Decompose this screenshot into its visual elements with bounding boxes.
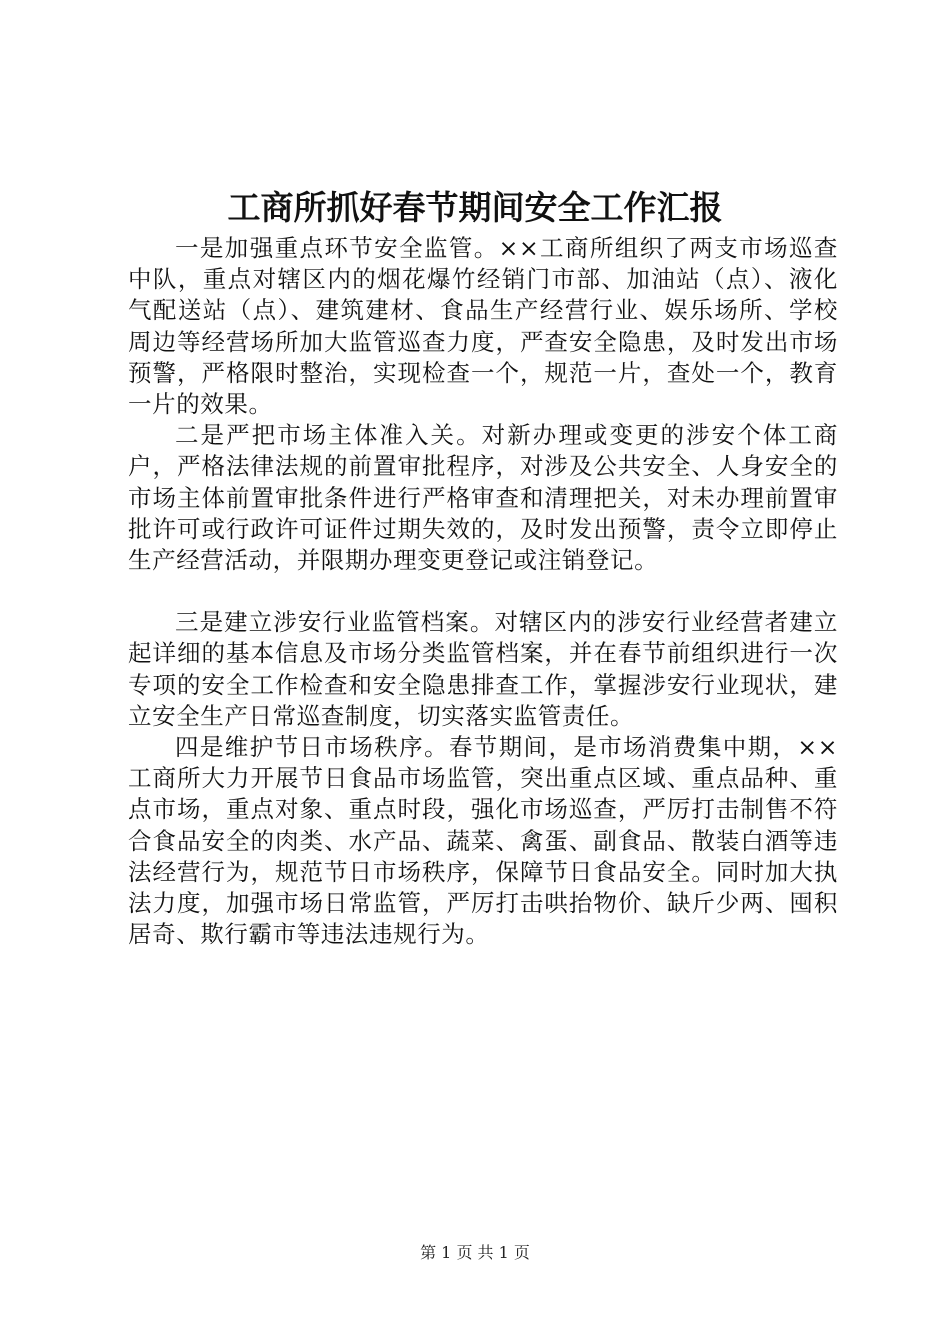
paragraph-4: 四是维护节日市场秩序。春节期间，是市场消费集中期，××工商所大力开展节日食品市场监管，突出重点区域、重点品种、重点市场，重点对象、重点时段，强化市场巡查，严厉打击制售不符合食品安全的肉类、水产品、蔬菜、禽蛋、副食品、散装白酒等违法经营行为，规范节日市场秩序，保障节日食品安全。同时加大执法力度，加强市场日常监管，严厉打击哄抬物价、缺斤少两、囤积居奇、欺行霸市等违法违规行为。 xyxy=(128,733,838,949)
paragraph-1: 一是加强重点环节安全监管。××工商所组织了两支市场巡查中队，重点对辖区内的烟花爆竹经销门市部、加油站（点）、液化气配送站（点）、建筑建材、食品生产经营行业、娱乐场所、学校周边等经营场所加大监管巡查力度，严查安全隐患，及时发出市场预警，严格限时整治，实现检查一个，规范一片，查处一个，教育一片的效果。 xyxy=(128,234,838,419)
paragraph-2: 二是严把市场主体准入关。对新办理或变更的涉安个体工商户，严格法律法规的前置审批程序，对涉及公共安全、人身安全的市场主体前置审批条件进行严格审查和清理把关，对未办理前置审批许可或行政许可证件过期失效的，及时发出预警，责令立即停止生产经营活动，并限期办理变更登记或注销登记。 xyxy=(128,421,838,575)
document-body xyxy=(128,233,838,950)
page-footer: 第 1 页 共 1 页 xyxy=(420,1243,530,1262)
document-title: 工商所抓好春节期间安全工作汇报 xyxy=(227,188,723,227)
paragraph-3: 三是建立涉安行业监管档案。对辖区内的涉安行业经营者建立起详细的基本信息及市场分类监管档案，并在春节前组织进行一次专项的安全工作检查和安全隐患排查工作，掌握涉安行业现状，建立安全生产日常巡查制度，切实落实监管责任。 xyxy=(128,608,838,730)
